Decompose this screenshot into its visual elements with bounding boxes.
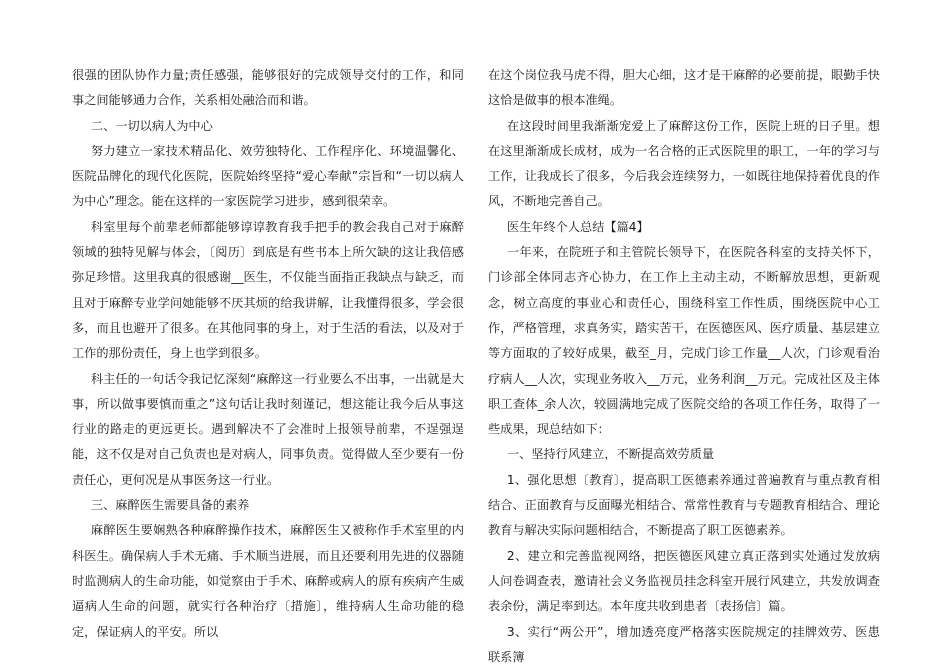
left-column (72, 63, 464, 645)
paragraph: 1、强化思想〔教育〕，提高职工医德素养通过普遍教育与重点教育相结合、正面教育与反面曝光相结合、常常性教育与专题教育相结合、理论教育与解决实际问题相结合，不断提高了职工医德素养。 (488, 472, 880, 538)
paragraph: 科室里每个前辈老师都能够谆谆教育我手把手的教会我自己对于麻醉领域的独特见解与体会，〔阅历〕到底是有些书本上所欠缺的这让我倍感弥足珍惜。这里我真的很感谢__医生，不仅能当面指正我缺点与缺乏，而且对于麻醉专业学问她能够不厌其烦的给我讲解，让我懂得很多，学会很多，而且也避开了很多。在其他同事的身上，对于生活的看法，以及对于工作的那份责任，身上也学到很多。 (72, 219, 464, 361)
paragraph: 一年来，在院班子和主管院长领导下，在医院各科室的支持关怀下，门诊部全体同志齐心协力，在工作上主动主动，不断解放思想，更新观念，树立高度的事业心和责任心，围绕科室工作性质，围绕医院中心工作，严格管理，求真务实，踏实苦干，在医德医风、医疗质量、基层建立等方面取的了较好成果，截至_月，完成门诊工作量__人次，门诊观看治疗病人__人次，实现业务收入__万元，业务利润__万元。完成社区及主体职工查体_余人次，较圆满地完成了医院交给的各项工作任务，取得了一些成果，现总结如下： (488, 245, 880, 437)
paragraph: 努力建立一家技术精品化、效劳独特化、工作程序化、环境温馨化、医院品牌化的现代化医院，医院始终坚持“爱心奉献”宗旨和“一切以病人为中心”理念。能在这样的一家医院学习进步，感到很荣幸。 (72, 143, 464, 209)
paragraph: 一、坚持行风建立，不断提高效劳质量 (506, 447, 715, 462)
paragraph: 麻醉医生要娴熟各种麻醉操作技术，麻醉医生又被称作手术室里的内科医生。确保病人手术无痛、手术顺当进展，而且还要利用先进的仪器随时监测病人的生命功能，如觉察由于手术、麻醉或病人的原有疾病产生威逼病人生命的问题，就实行各种治疗〔措施〕，维持病人生命功能的稳定，保证病人的平安。所以 (72, 523, 464, 639)
paragraph: 医生年终个人总结【篇4】 (506, 219, 649, 234)
paragraph: 二、一切以病人为中心 (90, 118, 213, 133)
paragraph: 在这个岗位我马虎不得，胆大心细，这才是干麻醉的必要前提，眼勤手快这恰是做事的根本准绳。 (488, 68, 880, 108)
paragraph: 在这段时间里我渐渐宠爱上了麻醉这份工作，医院上班的日子里。想在这里渐渐成长成材，成为一名合格的正式医院里的职工，一年的学习与工作，让我成长了很多，今后我会连续努力，一如既往地保持着优良的作风，不断地完善自己。 (488, 118, 880, 209)
paragraph: 科主任的一句话令我记忆深刻“麻醉这一行业要么不出事，一出就是大事，所以做事要慎而重之”这句话让我时刻谨记，想这能让我今后从事这行业的路走的更远更长。遇到解决不了会准时上报领导前辈，不逞强逞能，这不仅是对自己负责也是对病人，同事负责。觉得做人至少要有一份责任心，更何况是从事医务这一行业。 (72, 371, 464, 487)
paragraph: 3、实行“两公开”，增加透亮度严格落实医院规定的挂牌效劳、医患联系簿 (488, 624, 880, 664)
paragraph: 很强的团队协作力量;责任感强，能够很好的完成领导交付的工作，和同事之间能够通力合作，关系相处融洽而和谐。 (72, 68, 464, 108)
paragraph: 2、建立和完善监视网络，把医德医风建立真正落到实处通过发放病人问卷调查表，邀请社会义务监视员挂念科室开展行风建立，共发放调查表余份，满足率到达。本年度共收到患者〔表扬信〕篇。 (488, 548, 880, 614)
paragraph: 三、麻醉医生需要具备的素养 (90, 498, 250, 513)
right-column (488, 63, 880, 670)
